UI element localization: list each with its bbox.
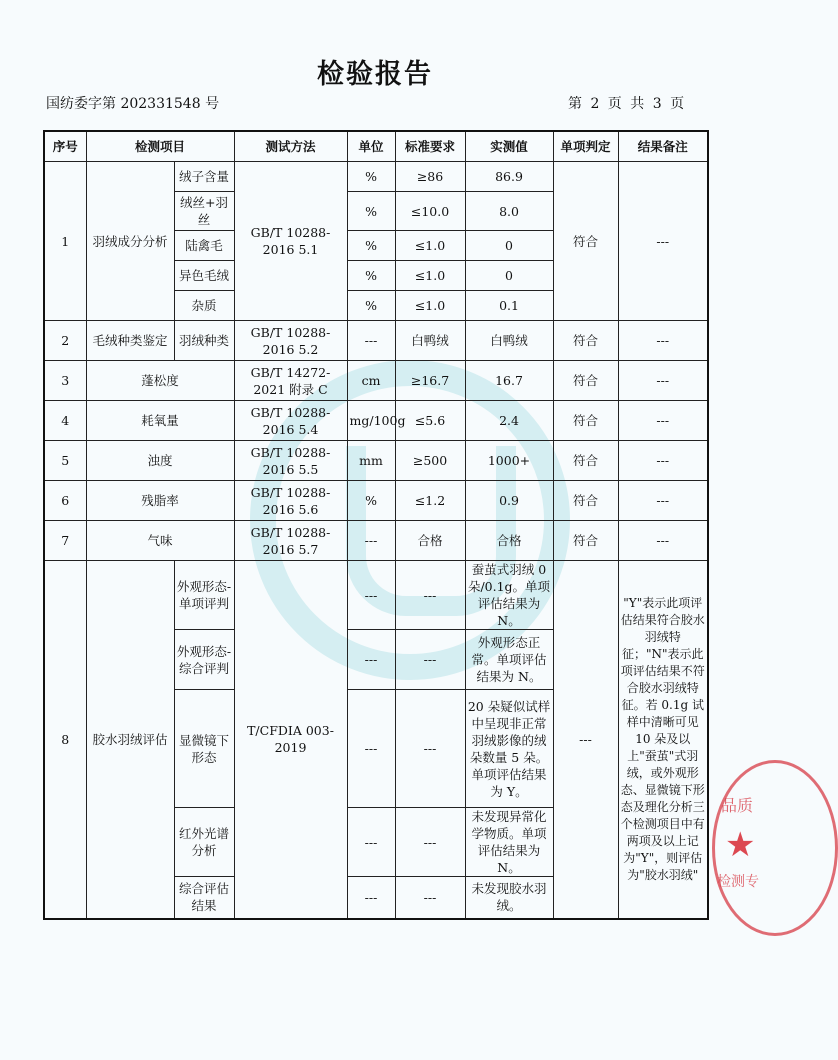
requirement: ≤5.6 xyxy=(395,401,465,441)
requirement: ≤10.0 xyxy=(395,192,465,231)
unit: % xyxy=(347,192,395,231)
measured-value: 86.9 xyxy=(465,162,553,192)
test-method: GB/T 10288-2016 5.6 xyxy=(234,481,347,521)
verdict: 符合 xyxy=(553,361,618,401)
item-name: 残脂率 xyxy=(86,481,234,521)
test-method: GB/T 14272-2021 附录 C xyxy=(234,361,347,401)
unit: % xyxy=(347,261,395,291)
table-row xyxy=(44,521,708,561)
requirement: ≥16.7 xyxy=(395,361,465,401)
requirement: 白鸭绒 xyxy=(395,321,465,361)
row-number: 6 xyxy=(44,481,86,521)
requirement: --- xyxy=(395,690,465,808)
sub-item: 异色毛绒 xyxy=(174,261,234,291)
remark: --- xyxy=(618,162,708,321)
row-number: 8 xyxy=(44,561,86,919)
measured-value: 0 xyxy=(465,231,553,261)
unit: --- xyxy=(347,561,395,630)
requirement: ≤1.0 xyxy=(395,291,465,321)
unit: --- xyxy=(347,521,395,561)
row-number: 1 xyxy=(44,162,86,321)
remark: --- xyxy=(618,321,708,361)
header-unit: 单位 xyxy=(347,131,395,162)
verdict: 符合 xyxy=(553,441,618,481)
remark: --- xyxy=(618,361,708,401)
remark: --- xyxy=(618,441,708,481)
header-method: 测试方法 xyxy=(234,131,347,162)
header-verdict: 单项判定 xyxy=(553,131,618,162)
header-remark: 结果备注 xyxy=(618,131,708,162)
row-number: 5 xyxy=(44,441,86,481)
item-name: 耗氧量 xyxy=(86,401,234,441)
requirement: ≥86 xyxy=(395,162,465,192)
sub-item: 显微镜下形态 xyxy=(174,690,234,808)
test-method: GB/T 10288-2016 5.4 xyxy=(234,401,347,441)
unit: % xyxy=(347,291,395,321)
item-name: 浊度 xyxy=(86,441,234,481)
table-row xyxy=(44,441,708,481)
header-item: 检测项目 xyxy=(86,131,234,162)
table-row xyxy=(44,321,708,361)
item-name: 蓬松度 xyxy=(86,361,234,401)
test-method: GB/T 10288-2016 5.2 xyxy=(234,321,347,361)
measured-value: 外观形态正常。单项评估结果为 N。 xyxy=(465,630,553,690)
header-measured: 实测值 xyxy=(465,131,553,162)
table-row xyxy=(44,401,708,441)
table-header-row xyxy=(44,131,708,162)
unit: --- xyxy=(347,808,395,877)
unit: cm xyxy=(347,361,395,401)
red-seal-stamp: 品质 ★ 检测专 xyxy=(712,760,838,936)
remark: --- xyxy=(618,401,708,441)
unit: --- xyxy=(347,690,395,808)
unit: mm xyxy=(347,441,395,481)
unit: % xyxy=(347,231,395,261)
verdict: --- xyxy=(553,561,618,919)
unit: % xyxy=(347,481,395,521)
report-number: 国纺委字第 202331548 号 xyxy=(46,96,220,112)
measured-value: 0.9 xyxy=(465,481,553,521)
sub-item: 杂质 xyxy=(174,291,234,321)
unit: --- xyxy=(347,321,395,361)
requirement: ≤1.0 xyxy=(395,231,465,261)
unit: --- xyxy=(347,630,395,690)
measured-value: 2.4 xyxy=(465,401,553,441)
measured-value: 白鸭绒 xyxy=(465,321,553,361)
measured-value: 8.0 xyxy=(465,192,553,231)
requirement: ≥500 xyxy=(395,441,465,481)
remark: "Y"表示此项评估结果符合胶水羽绒特征；"N"表示此项评估结果不符合胶水羽绒特征。若 0.1g 试样中清晰可见 10 朵及以上"蚕茧"式羽绒，或外观形态、显微镜下形态及理化分析三个检测项目中有两项及以上记为"Y"，则评估为"胶水羽绒" xyxy=(618,561,708,919)
row-number: 3 xyxy=(44,361,86,401)
requirement: --- xyxy=(395,630,465,690)
requirement: --- xyxy=(395,561,465,630)
unit: mg/100g xyxy=(347,401,395,441)
remark: --- xyxy=(618,481,708,521)
measured-value: 未发现胶水羽绒。 xyxy=(465,877,553,919)
requirement: ≤1.2 xyxy=(395,481,465,521)
measured-value: 16.7 xyxy=(465,361,553,401)
sub-item: 绒丝+羽丝 xyxy=(174,192,234,231)
sub-item: 外观形态-综合评判 xyxy=(174,630,234,690)
inspection-table xyxy=(43,130,709,920)
item-name: 羽绒成分分析 xyxy=(86,162,174,321)
item-name: 胶水羽绒评估 xyxy=(86,561,174,919)
requirement: --- xyxy=(395,877,465,919)
test-method: GB/T 10288-2016 5.5 xyxy=(234,441,347,481)
table-row xyxy=(44,561,708,630)
sub-item: 羽绒种类 xyxy=(174,321,234,361)
measured-value: 0 xyxy=(465,261,553,291)
remark: --- xyxy=(618,521,708,561)
verdict: 符合 xyxy=(553,162,618,321)
verdict: 符合 xyxy=(553,321,618,361)
measured-value: 20 朵疑似试样中呈现非正常羽绒影像的绒朵数量 5 朵。单项评估结果为 Y。 xyxy=(465,690,553,808)
unit: --- xyxy=(347,877,395,919)
star-icon: ★ xyxy=(725,825,756,865)
page-indicator: 第 2 页 共 3 页 xyxy=(568,96,685,112)
requirement: --- xyxy=(395,808,465,877)
item-name: 毛绒种类鉴定 xyxy=(86,321,174,361)
table-row xyxy=(44,481,708,521)
row-number: 2 xyxy=(44,321,86,361)
row-number: 7 xyxy=(44,521,86,561)
row-number: 4 xyxy=(44,401,86,441)
measured-value: 0.1 xyxy=(465,291,553,321)
requirement: 合格 xyxy=(395,521,465,561)
sub-item: 外观形态-单项评判 xyxy=(174,561,234,630)
verdict: 符合 xyxy=(553,401,618,441)
test-method: GB/T 10288-2016 5.1 xyxy=(234,162,347,321)
sub-item: 陆禽毛 xyxy=(174,231,234,261)
measured-value: 合格 xyxy=(465,521,553,561)
item-name: 气味 xyxy=(86,521,234,561)
test-method: T/CFDIA 003-2019 xyxy=(234,561,347,919)
verdict: 符合 xyxy=(553,481,618,521)
unit: % xyxy=(347,162,395,192)
measured-value: 未发现异常化学物质。单项评估结果为 N。 xyxy=(465,808,553,877)
report-title: 检验报告 xyxy=(317,59,433,90)
table-row xyxy=(44,162,708,192)
table-row xyxy=(44,361,708,401)
measured-value: 蚕茧式羽绒 0 朵/0.1g。单项评估结果为 N。 xyxy=(465,561,553,630)
header-requirement: 标准要求 xyxy=(395,131,465,162)
requirement: ≤1.0 xyxy=(395,261,465,291)
test-method: GB/T 10288-2016 5.7 xyxy=(234,521,347,561)
header-no: 序号 xyxy=(44,131,86,162)
sub-item: 红外光谱分析 xyxy=(174,808,234,877)
measured-value: 1000+ xyxy=(465,441,553,481)
sub-item: 绒子含量 xyxy=(174,162,234,192)
sub-item: 综合评估结果 xyxy=(174,877,234,919)
verdict: 符合 xyxy=(553,521,618,561)
